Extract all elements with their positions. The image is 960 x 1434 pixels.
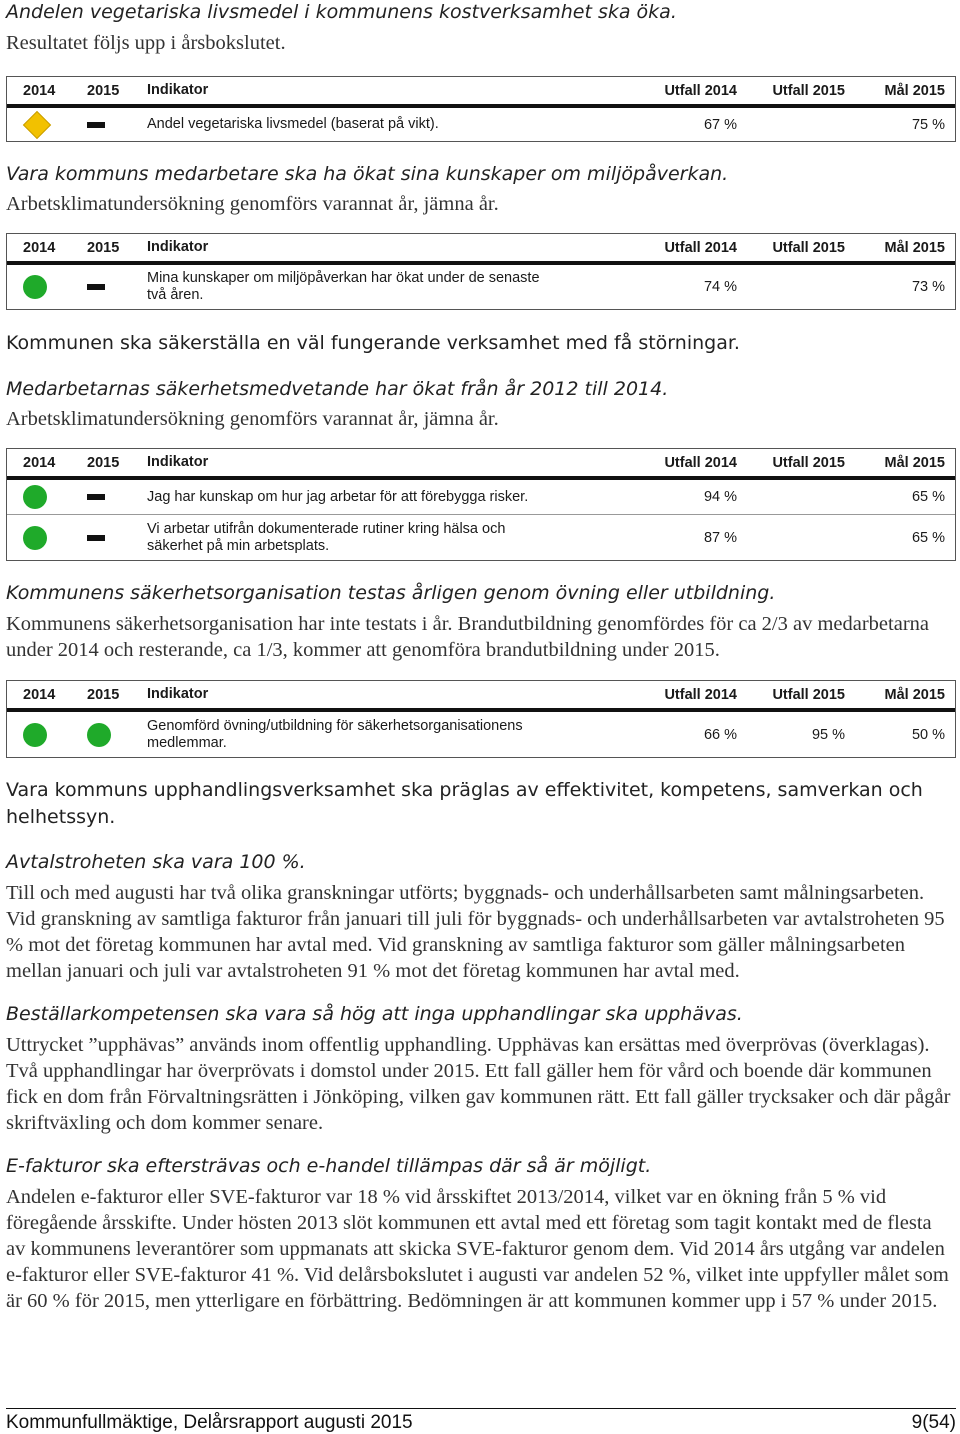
section3-text: Arbetsklimatundersökning genomförs varannat år, jämna år.	[6, 408, 499, 430]
row-mal-2015: 73 %	[911, 279, 945, 295]
section4-text: Kommunens säkerhetsorganisation har inte testats i år. Brandutbildning genomfördes för ca 2/3 av medarbetarna under 2014 och resterande, ca 1/3, kommer att genomföra brandutbildning under 2015.	[6, 613, 930, 661]
header-mal-2015: Mål 2015	[884, 454, 945, 471]
header-2014: 2014	[23, 239, 56, 256]
section2-text: Arbetsklimatundersökning genomförs varannat år, jämna år.	[6, 193, 499, 215]
indicator-table-1	[6, 76, 956, 142]
section2-heading: Vara kommuns medarbetare ska ha ökat sina kunskaper om miljöpåverkan.	[6, 163, 729, 185]
row-indikator: Mina kunskaper om miljöpåverkan har ökat under de senaste två åren.	[147, 270, 540, 303]
yellow-diamond-icon	[23, 110, 51, 138]
header-utfall-2014: Utfall 2014	[664, 454, 737, 471]
dash-icon	[87, 494, 105, 500]
header-2014: 2014	[23, 686, 56, 703]
header-utfall-2014: Utfall 2014	[664, 239, 737, 256]
row-indikator: Jag har kunskap om hur jag arbetar för att förebygga risker.	[147, 488, 529, 505]
row-mal-2015: 75 %	[911, 116, 945, 133]
row-mal-2015: 50 %	[911, 726, 945, 743]
page-footer	[6, 1408, 956, 1434]
section3-subheading: Medarbetarnas säkerhetsmedvetande har ökat från år 2012 till 2014.	[6, 378, 669, 400]
header-utfall-2015: Utfall 2015	[772, 82, 845, 99]
section5-text3: Andelen e-fakturor eller SVE-fakturor var 18 % vid årsskiftet 2013/2014, vilket var en ökning från 5 % vid föregående årsskifte. Under hösten 2013 slöt kommunen ett avtal med ett företag som tagit kontakt med de flesta av kommunens leverantörer som uppmanats att skicka SVE-fakturor genom dem. Vid 2014 års utgång var andelen e-fakturor eller SVE-fakturor 41 %. Vid delårsbokslutet i augusti var andelen 52 %, vilket inte uppfyller målet som är 60 % för 2015, men ytterligare en förbättring. Bedömningen är att kommunen kommer upp i 57 % under 2015.	[6, 1186, 949, 1312]
section3-heading: Kommunen ska säkerställa en väl fungerande verksamhet med få störningar.	[6, 332, 740, 354]
section5-sub3: E-fakturor ska eftersträvas och e-handel tillämpas där så är möjligt.	[6, 1155, 652, 1177]
header-utfall-2015: Utfall 2015	[772, 239, 845, 256]
header-utfall-2014: Utfall 2014	[664, 82, 737, 99]
header-utfall-2015: Utfall 2015	[772, 454, 845, 471]
table-header	[7, 77, 955, 108]
row-mal-2015: 65 %	[911, 489, 945, 505]
header-mal-2015: Mål 2015	[884, 686, 945, 703]
indicator-table-2	[6, 233, 956, 310]
row-utfall-2014: 74 %	[703, 279, 737, 295]
section5-heading: Vara kommuns upphandlingsverksamhet ska präglas av effektivitet, kompetens, samverkan och helhetssyn.	[6, 779, 923, 828]
row-utfall-2014: 87 %	[703, 529, 737, 546]
table-row	[7, 515, 955, 560]
section5-text2: Uttrycket ”upphävas” används inom offentlig upphandling. Upphävas kan ersättas med överprövas (överklagas). Två upphandlingar har överprövats i domstol under 2015. Ett fall gäller hem för vård och boende där kommunen fick en dom från Förvaltningsrätten i Jönköping, vilken gav kommunen rätt. Ett fall gäller trycksaker och där pågår skriftväxling och dom kommer senare.	[6, 1034, 951, 1134]
header-2014: 2014	[23, 454, 56, 471]
indicator-table-4	[6, 680, 956, 758]
section5-text1: Till och med augusti har två olika granskningar utförts; byggnads- och underhållsarbeten samt målningsarbeten. Vid granskning av samtliga fakturor från januari till juli för byggnads- och underhållsarbeten var avtalstroheten 95 % mot det företag kommunen har avtal med. Vid granskning av samtliga fakturor som gäller målningsarbeten mellan januari och juli var avtalstroheten 91 % mot det företag kommunen har avtal med.	[6, 882, 945, 982]
header-2015: 2015	[87, 686, 120, 703]
row-indikator: Vi arbetar utifrån dokumenterade rutiner kring hälsa och säkerhet på min arbetsplats.	[147, 520, 506, 554]
row-indikator: Genomförd övning/utbildning för säkerhetsorganisationens medlemmar.	[147, 717, 523, 751]
table-row	[7, 108, 955, 141]
row-indikator: Andel vegetariska livsmedel (baserat på vikt).	[147, 116, 439, 132]
page	[6, 0, 956, 1314]
green-circle-icon	[23, 526, 47, 550]
row-utfall-2015: 95 %	[811, 726, 845, 743]
section5-sub2: Beställarkompetensen ska vara så hög att inga upphandlingar ska upphävas.	[6, 1003, 743, 1025]
header-2015: 2015	[87, 454, 120, 471]
green-circle-icon	[23, 485, 47, 509]
green-circle-icon	[23, 723, 47, 747]
header-utfall-2015: Utfall 2015	[772, 686, 845, 703]
intro-heading: Andelen vegetariska livsmedel i kommunens kostverksamhet ska öka.	[6, 1, 677, 23]
header-indikator: Indikator	[147, 82, 209, 98]
row-mal-2015: 65 %	[911, 529, 945, 546]
row-utfall-2014: 66 %	[703, 726, 737, 743]
indicator-table-3	[6, 448, 956, 561]
header-2014: 2014	[23, 82, 56, 99]
dash-icon	[87, 535, 105, 541]
table-header	[7, 449, 955, 480]
table-row	[7, 480, 955, 515]
green-circle-icon	[23, 275, 47, 299]
row-utfall-2014: 67 %	[703, 116, 737, 133]
section4-subheading: Kommunens säkerhetsorganisation testas årligen genom övning eller utbildning.	[6, 582, 776, 604]
intro-text: Resultatet följs upp i årsbokslutet.	[6, 32, 286, 54]
header-mal-2015: Mål 2015	[884, 82, 945, 99]
header-indikator: Indikator	[147, 239, 209, 255]
table-header	[7, 681, 955, 712]
section5-sub1: Avtalstroheten ska vara 100 %.	[6, 851, 306, 873]
header-2015: 2015	[87, 239, 120, 256]
green-circle-icon	[87, 723, 111, 747]
header-indikator: Indikator	[147, 454, 209, 470]
footer-title: Kommunfullmäktige, Delårsrapport augusti 2015	[6, 1412, 413, 1433]
dash-icon	[87, 284, 105, 290]
table-header	[7, 234, 955, 265]
header-utfall-2014: Utfall 2014	[664, 686, 737, 703]
dash-icon	[87, 122, 105, 128]
table-row	[7, 265, 955, 309]
table-row	[7, 712, 955, 757]
row-utfall-2014: 94 %	[703, 489, 737, 505]
header-indikator: Indikator	[147, 686, 209, 702]
header-2015: 2015	[87, 82, 120, 99]
page-number: 9(54)	[911, 1412, 956, 1433]
header-mal-2015: Mål 2015	[884, 239, 945, 256]
